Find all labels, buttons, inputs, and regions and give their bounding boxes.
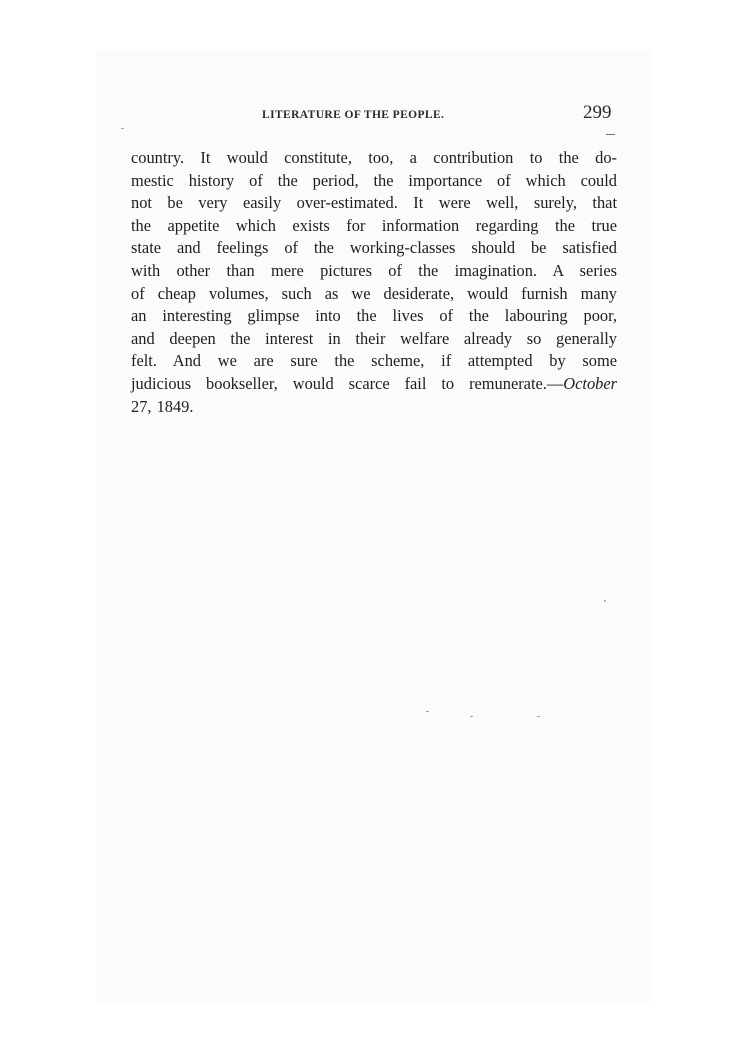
text-line: felt. And we are sure the scheme, if attempted by some (131, 351, 617, 371)
page-number: 299 (583, 102, 612, 123)
date-month: October (563, 373, 617, 393)
text-line: an interesting glimpse into the lives of the labouring poor, (131, 306, 617, 326)
text-line: of cheap volumes, such as we desiderate, would furnish many (131, 283, 617, 303)
text-line-with-date (131, 373, 617, 396)
text-line: mestic history of the period, the importance of which could (131, 170, 617, 190)
text-line: not be very easily over-estimated. It were well, surely, that (131, 193, 617, 213)
scan-speck (470, 716, 473, 717)
margin-mark (606, 134, 615, 135)
scan-speck (537, 716, 540, 717)
text-line: and deepen the interest in their welfare already so generally (131, 328, 617, 348)
date-line: 27, 1849. (131, 396, 194, 416)
body-paragraph (131, 147, 617, 418)
scan-speck (604, 600, 606, 602)
scan-speck (426, 711, 429, 712)
text-line: with other than mere pictures of the imagination. A series (131, 260, 617, 280)
running-title: LITERATURE OF THE PEOPLE. (262, 109, 445, 121)
text-line: state and feelings of the working-classes should be satisfied (131, 238, 617, 258)
text-segment: judicious bookseller, would scarce fail to remunerate.— (131, 373, 564, 393)
scan-speck (121, 128, 124, 129)
text-line: the appetite which exists for information regarding the true (131, 215, 617, 235)
text-line: country. It would constitute, too, a contribution to the do- (131, 148, 617, 167)
